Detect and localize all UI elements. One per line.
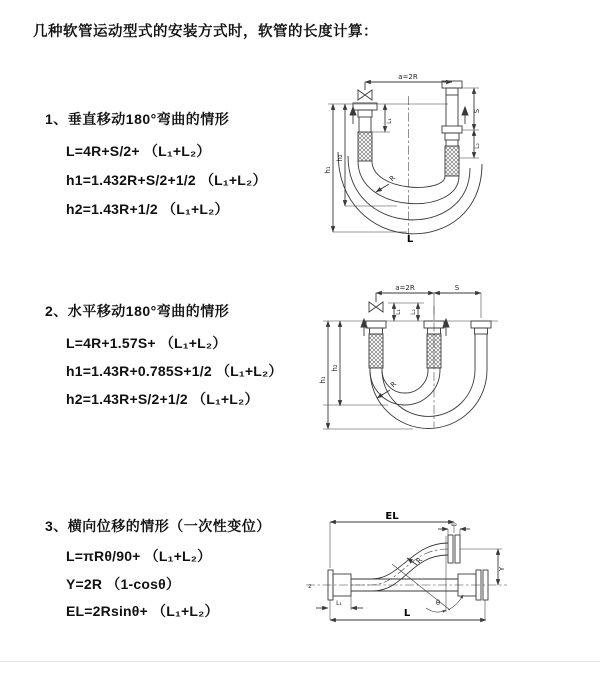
section-3-formula-Y: Y=2R （1-cosθ） [66,576,181,592]
diagram-lateral-displacement [300,508,595,643]
braided-hose-section [445,146,459,176]
section-1-formula-L: L=4R+S/2+ （L₁+L₂） [66,143,211,159]
diagram-horizontal-180-bend [318,278,523,466]
section-3-formula-L: L=πRθ/90+ （L₁+L₂） [66,548,212,564]
hose-curves [338,152,482,234]
section-1-formula-h2: h2=1.43R+1/2 （L₁+L₂） [66,201,229,217]
dim-label-l2: L₂ [451,521,457,528]
hose-s-curve [351,535,460,591]
braided-hose-section [369,334,383,368]
right-pipe-fitting [442,81,462,176]
dim-label-l1: L₁ [395,309,402,315]
section-2-formula-h2: h2=1.43R+S/2+1/2 （L₁+L₂） [66,391,259,407]
middle-pipe-fitting [424,321,444,368]
left-pipe-fitting [366,321,386,368]
section-1-heading: 1、垂直移动180°弯曲的情形 [45,111,230,127]
dim-label-r: R [389,380,399,390]
dim-label-l-total: L [403,608,411,619]
page-bottom-edge [0,661,600,662]
section-3-heading: 3、横向位移的情形（一次性变位） [45,518,271,534]
braided-hose-section [358,132,372,161]
section-3-formula-EL: EL=2Rsinθ+ （L₁+L₂） [66,603,219,619]
dim-label-el: EL [385,511,399,522]
dim-label-a2r: a=2R [395,284,415,292]
dim-label-y: Y [498,566,506,572]
page-title: 几种软管运动型式的安装方式时，软管的长度计算： [33,24,378,40]
right-pipe-fitting [471,321,491,370]
movement-arrow-icon [361,319,449,336]
upper-flange [455,535,460,563]
dim-label-h1: h₁ [319,376,327,384]
dim-label-s: S [454,284,460,292]
section-2-heading: 2、水平移动180°弯曲的情形 [45,303,230,319]
dim-label-l2: L₂ [474,143,481,149]
valve-icon [358,82,372,100]
dim-label-l1: L₁ [336,600,342,607]
dim-label-theta: θ [435,599,441,607]
dim-label-l2: L₂ [410,309,417,315]
hose-curves [370,368,487,429]
dim-label-r: R [388,174,398,184]
section-1-formula-h1: h1=1.432R+S/2+1/2 （L₁+L₂） [66,172,267,188]
dim-label-h2: h₂ [331,364,339,372]
centerline-mark: z [308,583,312,590]
upper-flange [448,535,453,563]
dim-label-h2: h₂ [336,154,344,162]
dim-label-a2r: a=2R [398,73,418,81]
section-2-formula-h1: h1=1.43R+0.785S+1/2 （L₁+L₂） [66,363,283,379]
dim-label-r: R [414,556,425,566]
dim-label-h1: h₁ [324,166,332,174]
dimension-lines [316,522,502,620]
diagram-vertical-180-bend [312,66,584,258]
valve-icon [369,293,383,312]
braided-hose-section [427,334,441,368]
dim-label-l1: L₁ [386,118,393,124]
dim-label-s: S [473,108,481,114]
dim-label-l-total: L [406,234,414,245]
section-2-formula-L: L=4R+1.57S+ （L₁+L₂） [66,335,227,351]
